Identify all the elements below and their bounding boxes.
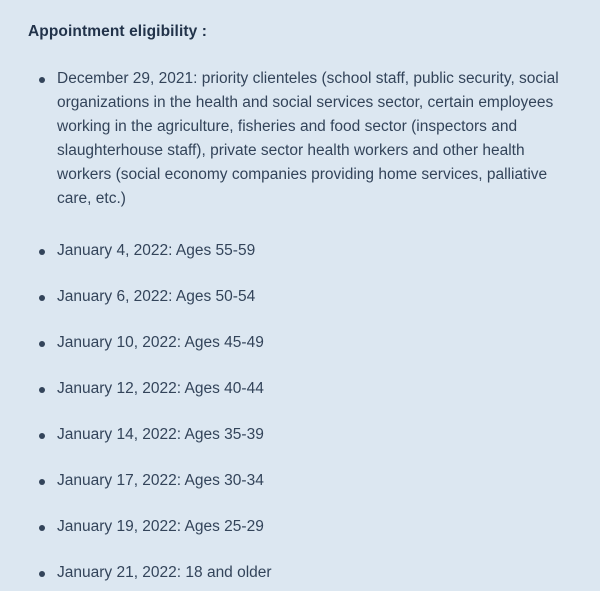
bullet-icon [39,479,45,485]
list-item [28,285,572,309]
bullet-icon [39,295,45,301]
bullet-icon [39,525,45,531]
list-item [28,67,572,211]
list-item-text: January 6, 2022: Ages 50-54 [57,288,256,305]
bullet-icon [39,433,45,439]
list-item [28,377,572,401]
section-heading: Appointment eligibility : [28,23,208,40]
list-item-text: January 10, 2022: Ages 45-49 [57,334,264,351]
list-item [28,469,572,493]
list-item [28,561,572,585]
list-item-text: January 19, 2022: Ages 25-29 [57,518,264,535]
bullet-icon [39,249,45,255]
list-item-text: December 29, 2021: priority clienteles (school staff, public security, social organizations in the health and social services sector, certain employees working in the agriculture, fisheries and food sector (inspectors and slaughterhouse staff), private sector health workers and other health workers (social economy companies providing home services, palliative care, etc.) [57,70,559,207]
list-item-text: January 21, 2022: 18 and older [57,564,272,581]
bullet-icon [39,341,45,347]
list-item-text: January 4, 2022: Ages 55-59 [57,242,256,259]
list-item [28,239,572,263]
bullet-icon [39,77,45,83]
list-item [28,423,572,447]
list-item-text: January 14, 2022: Ages 35-39 [57,426,264,443]
list-item-text: January 17, 2022: Ages 30-34 [57,472,264,489]
eligibility-list [28,67,572,585]
bullet-icon [39,571,45,577]
list-item-text: January 12, 2022: Ages 40-44 [57,380,264,397]
bullet-icon [39,387,45,393]
list-item [28,515,572,539]
list-item [28,331,572,355]
